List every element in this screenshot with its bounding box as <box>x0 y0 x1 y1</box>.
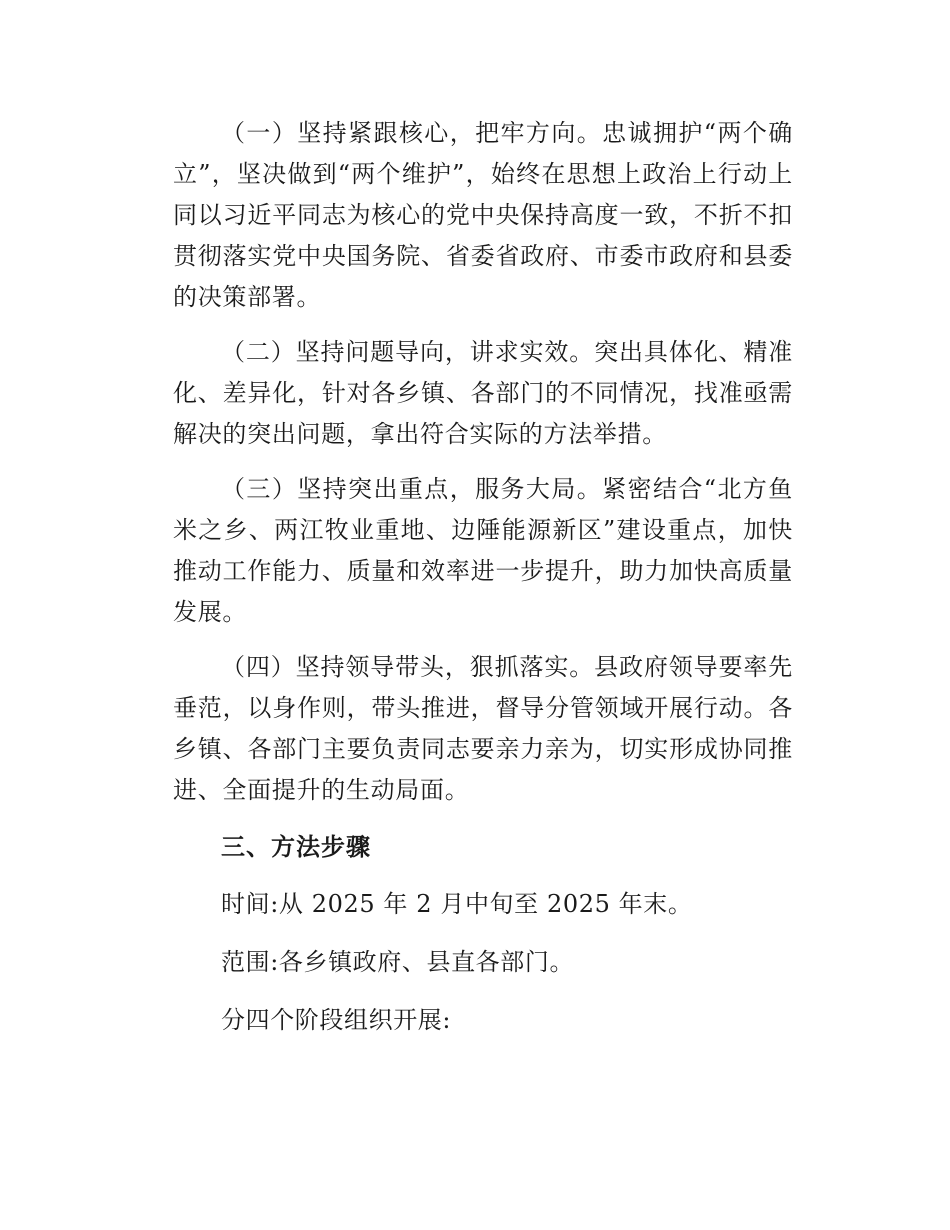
principle-paragraph-4: （四）坚持领导带头，狠抓落实。县政府领导要率先垂范，以身作则，带头推进，督导分管领域开展行动。各乡镇、各部门主要负责同志要亲力亲为，切实形成协同推进、全面提升的生动局面。 <box>173 653 793 804</box>
time-line: 时间:从 2025 年 2 月中旬至 2025 年末。 <box>221 890 693 918</box>
document-page <box>173 113 793 1058</box>
section-heading-methods: 三、方法步骤 <box>221 833 371 861</box>
principle-paragraph-1: （一）坚持紧跟核心，把牢方向。忠诚拥护“两个确立”，坚决做到“两个维护”，始终在思想上政治上行动上同以习近平同志为核心的党中央保持高度一致，不折不扣贯彻落实党中央国务院、省委省政府、市委市政府和县委的决策部署。 <box>173 119 793 311</box>
scope-line: 范围:各乡镇政府、县直各部门。 <box>221 948 575 976</box>
principle-paragraph-2: （二）坚持问题导向，讲求实效。突出具体化、精准化、差异化，针对各乡镇、各部门的不同情况，找准亟需解决的突出问题，拿出符合实际的方法举措。 <box>173 338 793 448</box>
principle-paragraph-3: （三）坚持突出重点，服务大局。紧密结合“北方鱼米之乡、两江牧业重地、边陲能源新区”建设重点，加快推动工作能力、质量和效率进一步提升，助力加快高质量发展。 <box>173 475 793 626</box>
stages-line: 分四个阶段组织开展: <box>221 1006 452 1034</box>
